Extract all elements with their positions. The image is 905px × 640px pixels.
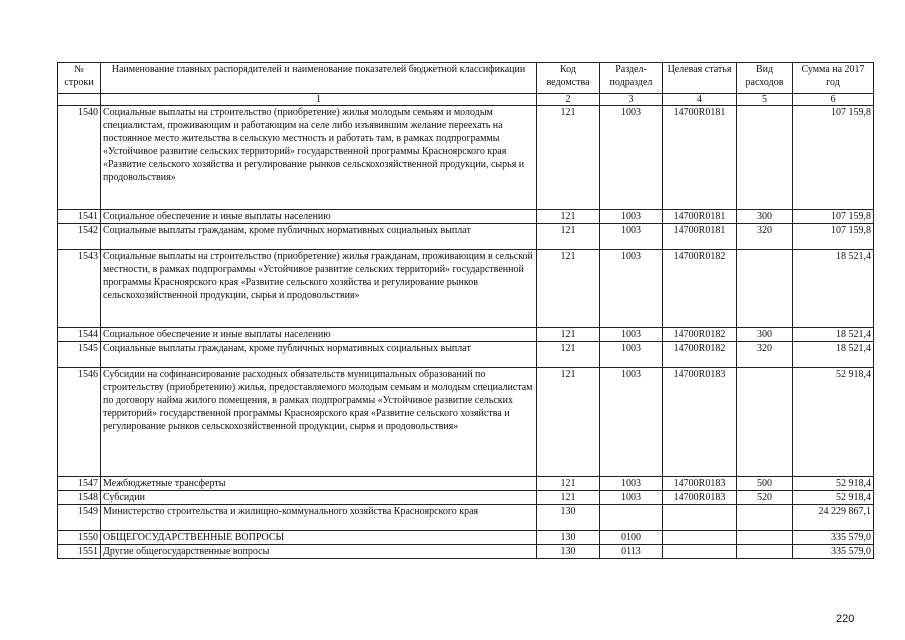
summa-2017: 52 918,4 — [793, 491, 874, 505]
row-number: 1545 — [58, 342, 101, 368]
row-name: Межбюджетные трансферты — [101, 477, 537, 491]
celevaya-statya: 14700R0182 — [663, 342, 737, 368]
celevaya-statya: 14700R0181 — [663, 224, 737, 250]
celevaya-statya: 14700R0181 — [663, 106, 737, 210]
razdel-podrazdel: 0113 — [600, 545, 663, 559]
summa-2017: 107 159,8 — [793, 210, 874, 224]
vid-rashodov — [737, 106, 793, 210]
row-number: 1544 — [58, 328, 101, 342]
summa-2017: 24 229 867,1 — [793, 505, 874, 531]
row-name: Социальное обеспечение и иные выплаты населению — [101, 328, 537, 342]
row-number: 1540 — [58, 106, 101, 210]
code-vedomstva: 130 — [537, 531, 600, 545]
row-name: Социальные выплаты на строительство (приобретение) жилья молодым семьям и молодым специалистам, проживающим и работающим на селе либо изъявившим желание переехать на постоянное место жительства в сельскую местность и работать там, в рамках подпрограммы «Устойчивое развитие сельских территорий» государственной программы Красноярского края «Развитие сельского хозяйства и регулирование рынков сельскохозяйственной продукции, сырья и продовольствия» — [101, 106, 537, 210]
razdel-podrazdel: 1003 — [600, 491, 663, 505]
vid-rashodov: 520 — [737, 491, 793, 505]
column-header: Сумма на 2017 год — [793, 63, 874, 94]
row-number: 1541 — [58, 210, 101, 224]
summa-2017: 335 579,0 — [793, 531, 874, 545]
row-name: ОБЩЕГОСУДАРСТВЕННЫЕ ВОПРОСЫ — [101, 531, 537, 545]
code-vedomstva: 121 — [537, 106, 600, 210]
summa-2017: 18 521,4 — [793, 328, 874, 342]
column-number: 3 — [600, 94, 663, 106]
code-vedomstva: 121 — [537, 250, 600, 328]
table-row — [58, 491, 874, 505]
summa-2017: 18 521,4 — [793, 250, 874, 328]
code-vedomstva: 121 — [537, 224, 600, 250]
row-name: Другие общегосударственные вопросы — [101, 545, 537, 559]
row-number: 1547 — [58, 477, 101, 491]
celevaya-statya — [663, 531, 737, 545]
row-number: 1542 — [58, 224, 101, 250]
razdel-podrazdel: 1003 — [600, 368, 663, 477]
row-number: 1550 — [58, 531, 101, 545]
code-vedomstva: 121 — [537, 491, 600, 505]
code-vedomstva: 121 — [537, 368, 600, 477]
celevaya-statya — [663, 505, 737, 531]
table-row — [58, 545, 874, 559]
table-row — [58, 106, 874, 210]
celevaya-statya: 14700R0182 — [663, 328, 737, 342]
row-name: Министерство строительства и жилищно-коммунального хозяйства Красноярского края — [101, 505, 537, 531]
column-number: 6 — [793, 94, 874, 106]
column-header: Целевая статья — [663, 63, 737, 94]
razdel-podrazdel: 0100 — [600, 531, 663, 545]
column-header: Раздел-подраздел — [600, 63, 663, 94]
celevaya-statya: 14700R0183 — [663, 368, 737, 477]
summa-2017: 52 918,4 — [793, 477, 874, 491]
code-vedomstva: 121 — [537, 342, 600, 368]
celevaya-statya: 14700R0181 — [663, 210, 737, 224]
code-vedomstva: 121 — [537, 210, 600, 224]
razdel-podrazdel: 1003 — [600, 342, 663, 368]
vid-rashodov: 300 — [737, 328, 793, 342]
column-number-row — [58, 94, 874, 106]
column-header: Код ведомства — [537, 63, 600, 94]
razdel-podrazdel: 1003 — [600, 328, 663, 342]
code-vedomstva: 121 — [537, 328, 600, 342]
summa-2017: 107 159,8 — [793, 106, 874, 210]
row-name: Социальные выплаты гражданам, кроме публичных нормативных социальных выплат — [101, 342, 537, 368]
column-header: Наименование главных распорядителей и наименование показателей бюджетной классификации — [101, 63, 537, 94]
table-row — [58, 250, 874, 328]
celevaya-statya: 14700R0182 — [663, 250, 737, 328]
vid-rashodov — [737, 531, 793, 545]
page-number: 220 — [836, 613, 855, 625]
razdel-podrazdel: 1003 — [600, 224, 663, 250]
summa-2017: 107 159,8 — [793, 224, 874, 250]
code-vedomstva: 130 — [537, 505, 600, 531]
celevaya-statya — [663, 545, 737, 559]
column-number: 2 — [537, 94, 600, 106]
budget-table — [57, 62, 874, 559]
razdel-podrazdel: 1003 — [600, 106, 663, 210]
column-number-empty — [58, 94, 101, 106]
row-name: Социальные выплаты гражданам, кроме публичных нормативных социальных выплат — [101, 224, 537, 250]
vid-rashodov — [737, 250, 793, 328]
vid-rashodov — [737, 545, 793, 559]
vid-rashodov: 300 — [737, 210, 793, 224]
table-row — [58, 531, 874, 545]
summa-2017: 18 521,4 — [793, 342, 874, 368]
table-row — [58, 477, 874, 491]
table-header-row — [58, 63, 874, 94]
celevaya-statya: 14700R0183 — [663, 477, 737, 491]
summa-2017: 52 918,4 — [793, 368, 874, 477]
vid-rashodov: 320 — [737, 342, 793, 368]
table-row — [58, 505, 874, 531]
vid-rashodov — [737, 505, 793, 531]
row-number: 1546 — [58, 368, 101, 477]
row-number: 1551 — [58, 545, 101, 559]
table-row — [58, 328, 874, 342]
column-number: 4 — [663, 94, 737, 106]
row-name: Субсидии на софинансирование расходных обязательств муниципальных образований по строительству (приобретению) жилья, предоставляемого молодым семьям и молодым специалистам по договору найма жилого помещения, в рамках подпрограммы «Устойчивое развитие сельских территорий» государственной программы Красноярского края «Развитие сельского хозяйства и регулирование рынков сельскохозяйственной продукции, сырья и продовольствия» — [101, 368, 537, 477]
razdel-podrazdel: 1003 — [600, 250, 663, 328]
vid-rashodov: 320 — [737, 224, 793, 250]
column-header: Вид расходов — [737, 63, 793, 94]
vid-rashodov — [737, 368, 793, 477]
razdel-podrazdel — [600, 505, 663, 531]
table-row — [58, 224, 874, 250]
column-header: № строки — [58, 63, 101, 94]
vid-rashodov: 500 — [737, 477, 793, 491]
row-name: Социальные выплаты на строительство (приобретение) жилья гражданам, проживающим в сельской местности, в рамках подпрограммы «Устойчивое развитие сельских территорий» государственной программы Красноярского края «Развитие сельского хозяйства и регулирование рынков сельскохозяйственной продукции, сырья и продовольствия» — [101, 250, 537, 328]
row-number: 1549 — [58, 505, 101, 531]
code-vedomstva: 130 — [537, 545, 600, 559]
table-row — [58, 210, 874, 224]
column-number: 1 — [101, 94, 537, 106]
row-name: Социальное обеспечение и иные выплаты населению — [101, 210, 537, 224]
razdel-podrazdel: 1003 — [600, 477, 663, 491]
code-vedomstva: 121 — [537, 477, 600, 491]
summa-2017: 335 579,0 — [793, 545, 874, 559]
row-number: 1548 — [58, 491, 101, 505]
razdel-podrazdel: 1003 — [600, 210, 663, 224]
table-row — [58, 368, 874, 477]
column-number: 5 — [737, 94, 793, 106]
table-row — [58, 342, 874, 368]
celevaya-statya: 14700R0183 — [663, 491, 737, 505]
row-name: Субсидии — [101, 491, 537, 505]
row-number: 1543 — [58, 250, 101, 328]
